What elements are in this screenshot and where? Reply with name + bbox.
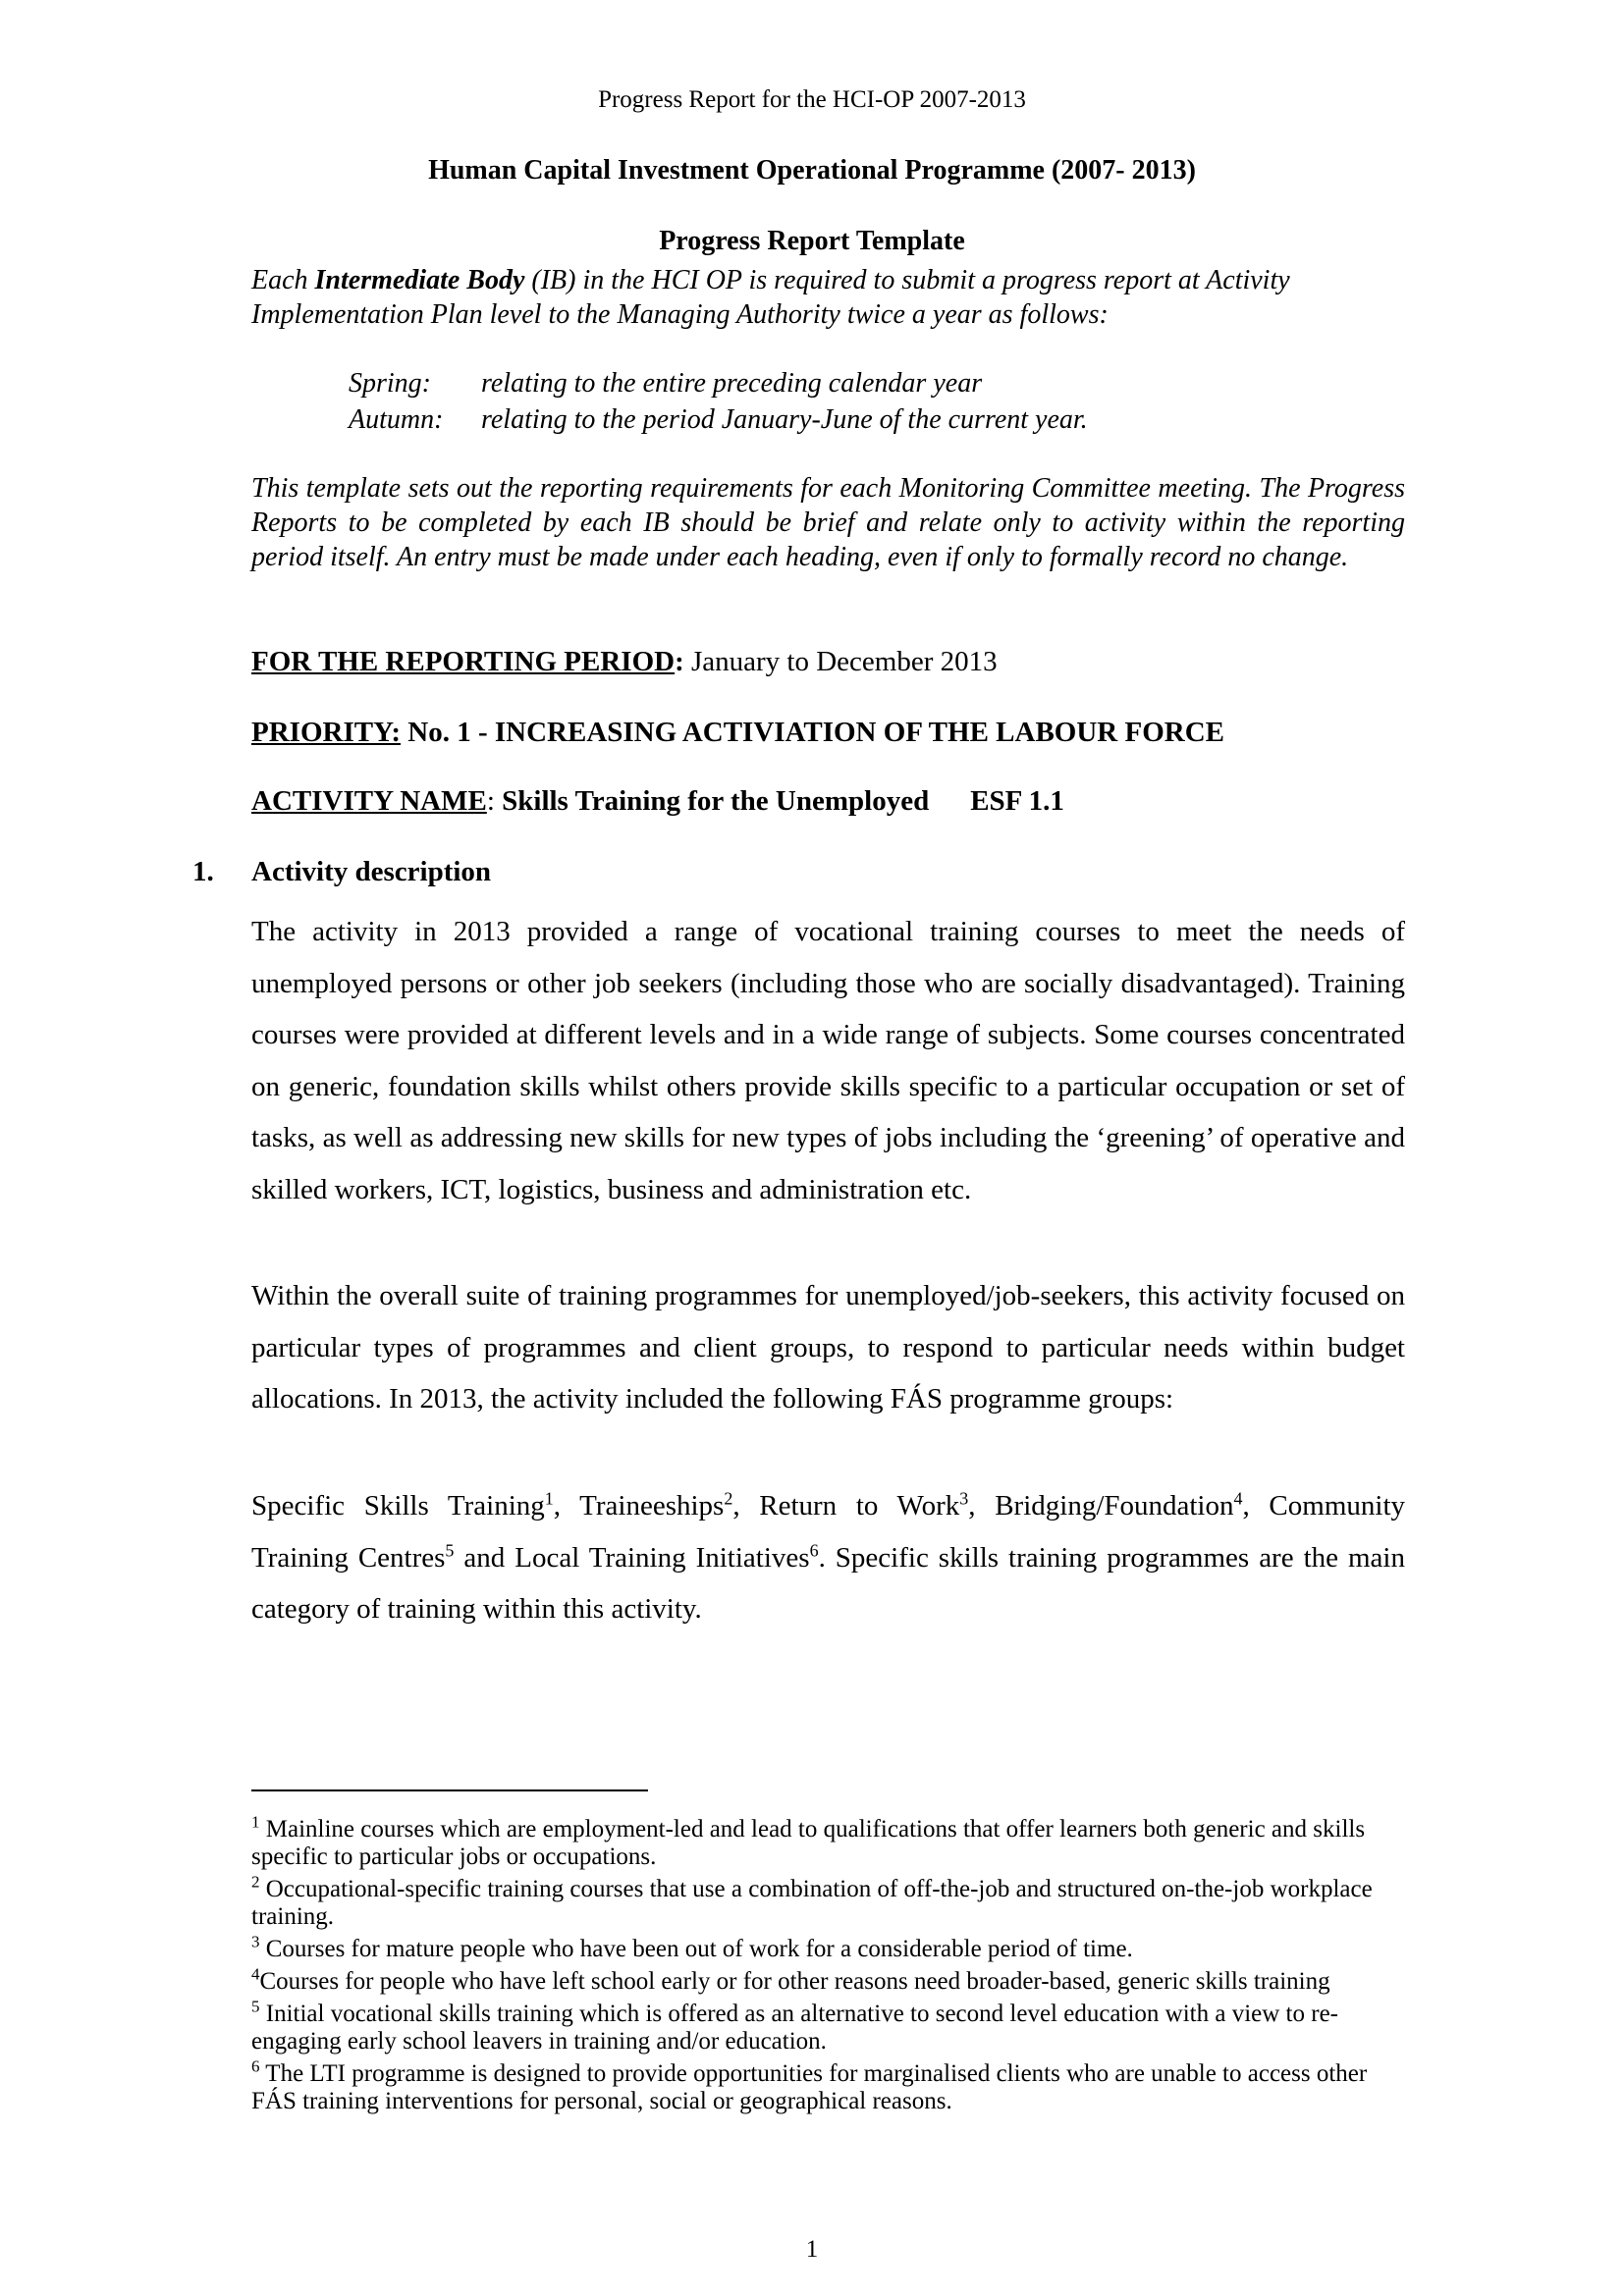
priority-field xyxy=(251,717,1224,749)
programme-text: , Traineeships xyxy=(553,1490,725,1522)
schedule-term: Autumn: xyxy=(349,404,444,435)
schedule-row-autumn xyxy=(349,401,1088,438)
footnote xyxy=(251,1872,1405,1931)
section-paragraph-2: Within the overall suite of training programmes for unemployed/job-seekers, this activity focused on particular types of programmes and client groups, to respond to particular needs within budget allocations. In 2013, the activity included the following FÁS programme groups: xyxy=(251,1280,1405,1415)
footnote-mark: 3 xyxy=(251,1932,260,1951)
reporting-period-field xyxy=(251,646,998,678)
footnote-mark: 6 xyxy=(251,2056,260,2076)
section-paragraph-1: The activity in 2013 provided a range of vocational training courses to meet the needs of unemployed persons or other job seekers (including those who are socially disadvantaged). Training courses were provided at different levels and in a wide range of subjects. Some courses concentrated on generic, foundation skills whilst others provide skills specific to a particular occupation or set of tasks, as well as addressing new skills for new types of jobs including the ‘greening’ of operative and skilled workers, ICT, logistics, business and administration etc. xyxy=(251,916,1405,1205)
activity-name-value: Skills Training for the Unemployed xyxy=(502,785,930,817)
activity-name-field xyxy=(251,785,1064,818)
footnote-mark: 4 xyxy=(251,1964,260,1984)
footnote xyxy=(251,1812,1405,1871)
activity-name-colon: : xyxy=(486,785,503,817)
template-note: This template sets out the reporting requirements for each Monitoring Committee meeting. The Progress Reports to be completed by each IB should be brief and relate only to activity within the reporting period itself. An entry must be made under each heading, even if only to formally record no change. xyxy=(251,473,1405,572)
footnote-text: Initial vocational skills training which is offered as an alternative to second level education with a view to re-engaging early school leavers in training and/or education. xyxy=(251,2001,1338,2055)
reporting-period-label: FOR THE REPORTING PERIOD xyxy=(251,646,676,677)
template-title: Progress Report Template xyxy=(659,226,965,256)
document-title: Human Capital Investment Operational Programme (2007- 2013) xyxy=(428,155,1196,186)
programme-text: , Community Training Centres xyxy=(251,1490,1405,1574)
priority-label: PRIORITY: xyxy=(251,717,402,748)
footnote-mark: 1 xyxy=(251,1812,260,1832)
schedule-description: relating to the entire preceding calendar year xyxy=(481,368,983,399)
programme-text: Specific Skills Training xyxy=(251,1490,545,1522)
footnote-text: Occupational-specific training courses that use a combination of off-the-job and structured on-the-job workplace training. xyxy=(251,1876,1373,1930)
footnote-text: Courses for people who have left school early or for other reasons need broader-based, generic skills training xyxy=(259,1968,1330,1995)
activity-code: ESF 1.1 xyxy=(970,785,1064,817)
page-number: 1 xyxy=(805,2236,819,2263)
footnote-ref: 1 xyxy=(544,1488,554,1509)
schedule-term: Spring: xyxy=(349,368,431,399)
schedule-description: relating to the period January-June of the current year. xyxy=(481,404,1088,435)
intro-bold-term: Intermediate Body xyxy=(314,265,525,295)
footnote xyxy=(251,1932,1405,1963)
footnote-ref: 3 xyxy=(959,1488,969,1509)
footnote-text: Mainline courses which are employment-led and lead to qualifications that offer learners both generic and skills specific to particular jobs or occupations. xyxy=(251,1816,1366,1870)
footnote-ref: 6 xyxy=(809,1539,819,1560)
footnote-text: Courses for mature people who have been out of work for a considerable period of time. xyxy=(259,1936,1133,1962)
reporting-schedule xyxy=(349,365,1088,438)
schedule-row-spring xyxy=(349,365,1088,401)
programme-text: and Local Training Initiatives xyxy=(454,1541,810,1574)
footnote-text: The LTI programme is designed to provide opportunities for marginalised clients who are unable to access other FÁS training interventions for personal, social or geographical reasons. xyxy=(251,2060,1368,2114)
section-heading: Activity description xyxy=(251,856,492,887)
section-number: 1. xyxy=(192,856,214,887)
footnote-ref: 5 xyxy=(445,1539,455,1560)
programme-text: , Bridging/Foundation xyxy=(968,1490,1234,1522)
footnotes xyxy=(251,1812,1405,2120)
activity-name-label: ACTIVITY NAME xyxy=(251,785,487,817)
intro-paragraph xyxy=(251,263,1405,332)
footnote xyxy=(251,2056,1405,2115)
section-paragraph-3 xyxy=(251,1480,1405,1635)
intro-text-before: Each xyxy=(251,265,315,295)
footnote-mark: 2 xyxy=(251,1872,260,1892)
footnote-separator xyxy=(251,1789,648,1791)
programme-text: , Return to Work xyxy=(732,1490,960,1522)
reporting-period-value: January to December 2013 xyxy=(683,646,998,677)
footnote-ref: 4 xyxy=(1233,1488,1243,1509)
programme-text: . Specific skills training programmes are the main category of training within this activity. xyxy=(251,1541,1405,1625)
footnote xyxy=(251,1997,1405,2056)
footnote-mark: 5 xyxy=(251,1997,260,2016)
footnote-ref: 2 xyxy=(724,1488,733,1509)
intro-text-after: (IB) in the HCI OP is required to submit a progress report at Activity Implementation Plan level to the Managing Authority twice a year as follows: xyxy=(251,265,1290,330)
footnote xyxy=(251,1964,1405,1996)
reporting-period-colon: : xyxy=(675,646,684,677)
priority-value: No. 1 - INCREASING ACTIVIATION OF THE LABOUR FORCE xyxy=(401,717,1224,748)
running-header: Progress Report for the HCI-OP 2007-2013 xyxy=(598,86,1026,113)
